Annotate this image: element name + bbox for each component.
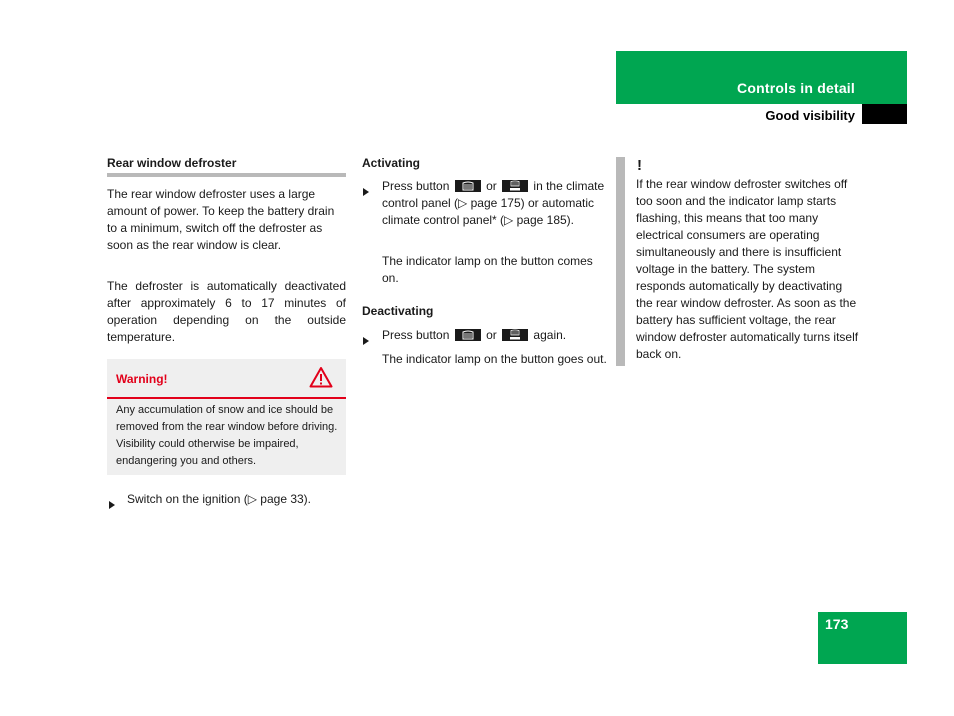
activating-step (382, 178, 607, 229)
rear-window-defroster-heading: Rear window defroster (107, 156, 237, 170)
deactivating-step-prefix: Press button (382, 328, 450, 342)
bullet-icon (363, 332, 369, 350)
note-exclamation-icon: ! (637, 157, 642, 174)
subsection-marker (862, 104, 907, 124)
warning-text: Any accumulation of snow and ice should be removed from the rear window before driving. Visibility could otherwise be impaired, endangering you and others. (116, 404, 338, 467)
page-number: 173 (825, 616, 849, 632)
note-text: If the rear window defroster switches off too soon and the indicator lamp starts flashing, this means that too many electrical consumers are operating simultaneously and there is insufficient voltage in the battery. The system responds automatically by deactivating the rear window defroster. As soon as the battery has sufficient voltage, the rear window defroster automatically turns itself back on. (636, 177, 859, 361)
activating-result: The indicator lamp on the button comes on. (382, 254, 593, 285)
deactivating-step-suffix: again. (533, 328, 567, 342)
rear-defrost-icon (455, 329, 481, 341)
heading-rule (107, 173, 346, 177)
auto-deactivate-paragraph: The defroster is automatically deactivated after approximately 6 to 17 minutes of operation depending on the outside temperature. (107, 279, 346, 344)
ignition-step: Switch on the ignition (▷ page 33). (127, 492, 312, 506)
note-side-bar (616, 157, 625, 366)
rear-defrost-rear-icon (502, 329, 528, 341)
section-header-band (616, 51, 907, 104)
rear-defrost-icon (455, 180, 481, 192)
activating-step-prefix: Press button (382, 179, 450, 193)
section-title: Controls in detail (737, 80, 855, 96)
warning-triangle-icon (309, 366, 333, 388)
bullet-icon (363, 183, 369, 201)
activating-heading: Activating (362, 156, 421, 170)
intro-paragraph: The rear window defroster uses a large amount of power. To keep the battery drain to a minimum, switch off the defroster as soon as the rear window is clear. (107, 187, 335, 252)
subsection-title: Good visibility (765, 108, 855, 123)
warning-title: Warning! (116, 372, 168, 386)
warning-rule (107, 397, 346, 399)
or-text: or (486, 179, 497, 193)
activating-step-suffix: in the climate control panel (▷ page 175) or automatic climate control panel* (▷ page 185). (382, 179, 605, 227)
deactivating-heading: Deactivating (362, 304, 434, 318)
deactivating-result: The indicator lamp on the button goes out. (382, 352, 607, 366)
bullet-icon (109, 496, 115, 514)
deactivating-step (382, 327, 607, 344)
or-text: or (486, 328, 497, 342)
rear-defrost-rear-icon (502, 180, 528, 192)
